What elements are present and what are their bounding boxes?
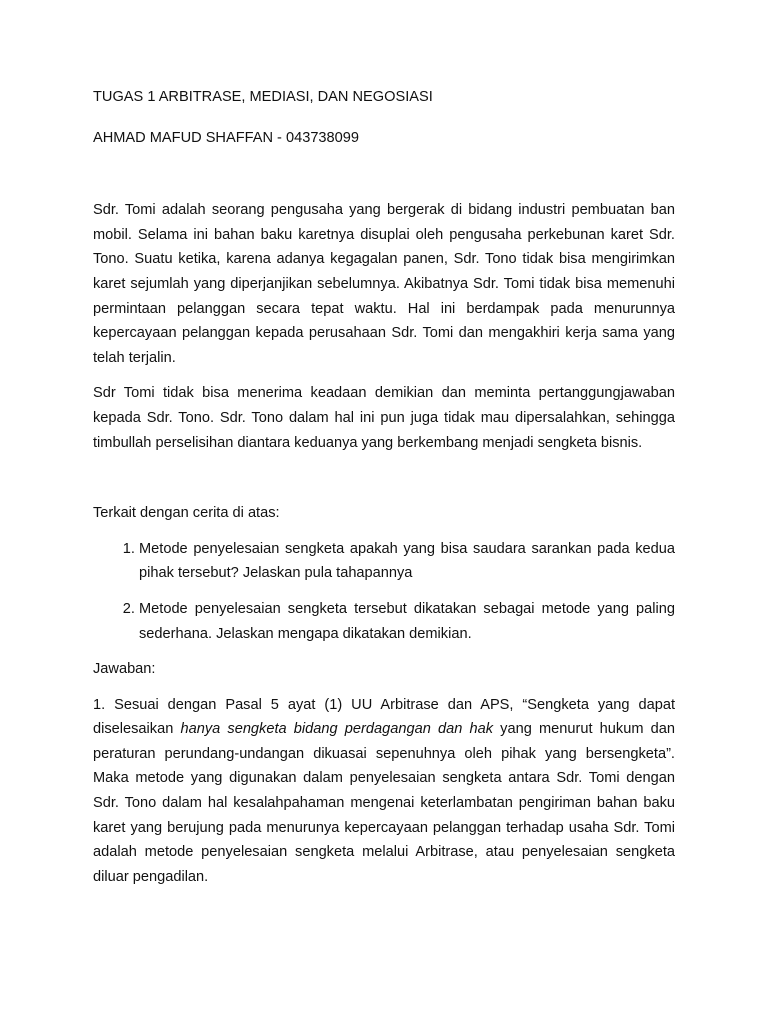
author-line: AHMAD MAFUD SHAFFAN - 043738099 xyxy=(93,129,360,146)
question-item-1: 1. Metode penyelesaian sengketa apakah yang bisa saudara sarankan pada kedua pihak tersebut? Jelaskan pula tahapannya xyxy=(139,537,675,586)
answer-1-text-a: 1. Sesuai dengan Pasal 5 ayat (1) UU Arbitrase dan APS, “Sengketa yang dapat diselesaikan xyxy=(93,696,675,738)
question-list xyxy=(93,537,675,646)
answer-1-italic-text: hanya sengketa bidang perdagangan dan hak xyxy=(180,721,494,738)
document-body xyxy=(93,85,675,889)
case-paragraph-2: Sdr Tomi tidak bisa menerima keadaan demikian dan meminta pertanggungjawaban kepada Sdr. Tono. Sdr. Tono dalam hal ini pun juga tidak mau dipersalahkan, sehingga timbullah perselisihan diantara keduanya yang berkembang menjadi sengketa bisnis. xyxy=(93,385,675,451)
document-title: TUGAS 1 ARBITRASE, MEDIASI, DAN NEGOSIASI xyxy=(93,89,433,105)
case-paragraph-1: Sdr. Tomi adalah seorang pengusaha yang bergerak di bidang industri pembuatan ban mobil. Selama ini bahan baku karetnya disuplai oleh pengusaha perkebunan karet Sdr. Tono. Suatu ketika, karena adanya kegagalan panen, Sdr. Tono tidak bisa mengirimkan karet sejumlah yang diperjanjikan sebelumnya. Akibatnya Sdr. Tomi tidak bisa memenuhi permintaan pelanggan secara tepat waktu. Hal ini berdampak pada menurunnya kepercayaan pelanggan kepada perusahaan Sdr. Tomi dan mengakhiri kerja sama yang telah terjalin. xyxy=(93,202,675,366)
question-item-2: 2. Metode penyelesaian sengketa tersebut dikatakan sebagai metode yang paling sederhana. Jelaskan mengapa dikatakan demikian. xyxy=(139,597,675,646)
answer-paragraph-1 xyxy=(93,693,675,890)
questions-intro: Terkait dengan cerita di atas: xyxy=(93,505,280,522)
answer-1-text-b: yang menurut hukum dan peraturan perundang-undangan dikuasai sepenuhnya oleh pihak yang bersengketa”. Maka metode yang digunakan dalam penyelesaian sengketa antara Sdr. Tomi dengan Sdr. Tono dalam hal kesalahpahaman mengenai keterlambatan pengiriman bahan baku karet yang berujung pada menurunya kepercayaan pelanggan terhadap usaha Sdr. Tomi adalah metode penyelesaian sengketa melalui Arbitrase, atau penyelesaian sengketa diluar pengadilan. xyxy=(93,721,675,885)
answer-label: Jawaban: xyxy=(93,661,156,678)
